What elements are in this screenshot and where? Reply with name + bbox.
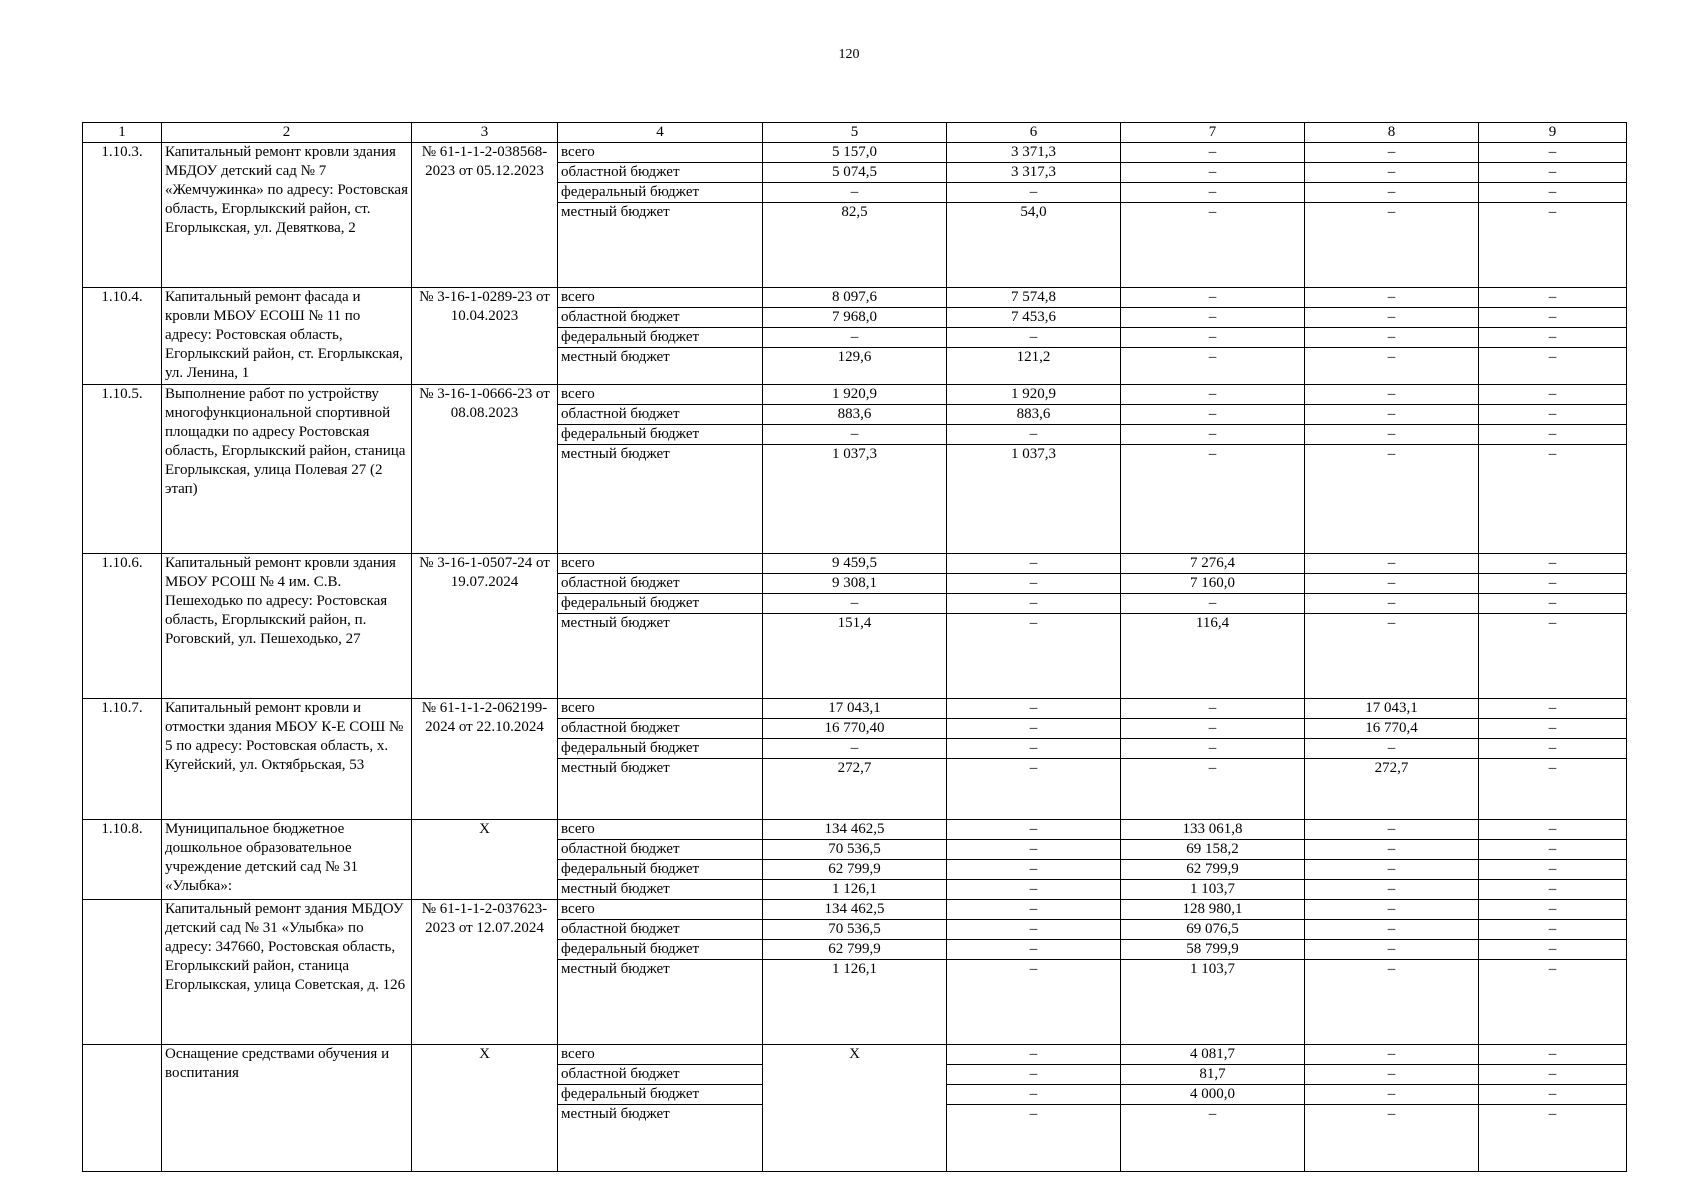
value-cell-col6: – [947, 614, 1121, 699]
header-row [83, 123, 1627, 143]
item-description: Капитальный ремонт кровли здания МБДОУ детский сад № 7 «Жемчужинка» по адресу: Ростовская область, Егорлыкский район, ст. Егорлыкская, ул. Девяткова, 2 [162, 143, 412, 288]
item-description: Капитальный ремонт кровли и отмостки здания МБОУ К-Е СОШ № 5 по адресу: Ростовская область, х. Кугейский, ул. Октябрьская, 53 [162, 699, 412, 820]
item-description: Выполнение работ по устройству многофункциональной спортивной площадки по адресу Ростовская область, Егорлыкский район, станица Егорлыкская, улица Полевая 27 (2 этап) [162, 385, 412, 554]
value-cell-col9: – [1479, 900, 1627, 920]
funding-source: федеральный бюджет [558, 594, 763, 614]
value-cell-col9: – [1479, 860, 1627, 880]
budget-table [82, 122, 1627, 1172]
value-cell-col5: – [763, 594, 947, 614]
funding-source: федеральный бюджет [558, 1085, 763, 1105]
item-id: 1.10.8. [83, 820, 162, 900]
value-cell-col7: – [1121, 163, 1305, 183]
value-cell-col8: – [1305, 385, 1479, 405]
value-cell-col7: 7 276,4 [1121, 554, 1305, 574]
value-cell-col7: 81,7 [1121, 1065, 1305, 1085]
value-cell-col8: – [1305, 203, 1479, 288]
item-id: 1.10.3. [83, 143, 162, 288]
funding-source: федеральный бюджет [558, 183, 763, 203]
item-id: 1.10.5. [83, 385, 162, 554]
value-cell-col7: – [1121, 594, 1305, 614]
funding-source: всего [558, 820, 763, 840]
value-cell-col5: 9 308,1 [763, 574, 947, 594]
item-description: Капитальный ремонт здания МБДОУ детский сад № 31 «Улыбка» по адресу: 347660, Ростовская область, Егорлыкский район, станица Егорлыкская, улица Советская, д. 126 [162, 900, 412, 1045]
col-header-3: 3 [412, 123, 558, 143]
value-cell-col6: – [947, 860, 1121, 880]
value-cell-col6: 883,6 [947, 405, 1121, 425]
value-cell-col8: 16 770,4 [1305, 719, 1479, 739]
value-cell-col9: – [1479, 699, 1627, 719]
value-cell-col6: 3 317,3 [947, 163, 1121, 183]
funding-source: областной бюджет [558, 920, 763, 940]
value-cell-col9: – [1479, 739, 1627, 759]
value-cell-col8: – [1305, 739, 1479, 759]
value-cell-col6: – [947, 1105, 1121, 1172]
value-cell-col8: – [1305, 1085, 1479, 1105]
funding-source: федеральный бюджет [558, 739, 763, 759]
table-row [83, 143, 1627, 163]
col-header-9: 9 [1479, 123, 1627, 143]
value-cell-col5: 883,6 [763, 405, 947, 425]
value-cell-col8: – [1305, 960, 1479, 1045]
value-cell-col7: – [1121, 308, 1305, 328]
value-cell-col9: – [1479, 348, 1627, 385]
table-row [83, 554, 1627, 574]
value-cell-col5: 17 043,1 [763, 699, 947, 719]
item-description: Капитальный ремонт кровли здания МБОУ РСОШ № 4 им. С.В. Пешеходько по адресу: Ростовская область, Егорлыкский район, п. Роговский, ул. Пешеходько, 27 [162, 554, 412, 699]
value-cell-col6: – [947, 840, 1121, 860]
funding-source: федеральный бюджет [558, 425, 763, 445]
value-cell-col7: 58 799,9 [1121, 940, 1305, 960]
value-cell-col6: – [947, 739, 1121, 759]
value-cell-col9: – [1479, 554, 1627, 574]
col-header-8: 8 [1305, 123, 1479, 143]
funding-source: областной бюджет [558, 719, 763, 739]
value-cell-col8: – [1305, 594, 1479, 614]
value-cell-col8: – [1305, 820, 1479, 840]
value-cell-col8: 17 043,1 [1305, 699, 1479, 719]
value-cell-col9: – [1479, 1065, 1627, 1085]
value-cell-col6: – [947, 820, 1121, 840]
value-cell-col9: – [1479, 840, 1627, 860]
col-header-7: 7 [1121, 123, 1305, 143]
value-cell-col9: – [1479, 405, 1627, 425]
value-cell-col5: – [763, 739, 947, 759]
value-cell-col5: 70 536,5 [763, 920, 947, 940]
value-cell-col7: 1 103,7 [1121, 960, 1305, 1045]
funding-source: федеральный бюджет [558, 860, 763, 880]
item-id [83, 900, 162, 1045]
value-cell-col9: – [1479, 1045, 1627, 1065]
item-description: Оснащение средствами обучения и воспитания [162, 1045, 412, 1172]
item-reference: № 61-1-1-2-038568-2023 от 05.12.2023 [412, 143, 558, 288]
funding-source: всего [558, 288, 763, 308]
value-cell-col8: – [1305, 328, 1479, 348]
funding-source: местный бюджет [558, 445, 763, 554]
value-cell-col5: X [763, 1045, 947, 1172]
funding-source: областной бюджет [558, 405, 763, 425]
value-cell-col7: – [1121, 385, 1305, 405]
value-cell-col8: – [1305, 445, 1479, 554]
value-cell-col7: – [1121, 405, 1305, 425]
funding-source: местный бюджет [558, 203, 763, 288]
value-cell-col9: – [1479, 1085, 1627, 1105]
value-cell-col7: – [1121, 288, 1305, 308]
value-cell-col6: – [947, 574, 1121, 594]
table-row [83, 820, 1627, 840]
value-cell-col5: 9 459,5 [763, 554, 947, 574]
value-cell-col7: 4 000,0 [1121, 1085, 1305, 1105]
value-cell-col6: 1 037,3 [947, 445, 1121, 554]
value-cell-col5: – [763, 183, 947, 203]
funding-source: всего [558, 554, 763, 574]
value-cell-col5: 129,6 [763, 348, 947, 385]
value-cell-col7: – [1121, 1105, 1305, 1172]
value-cell-col8: – [1305, 288, 1479, 308]
value-cell-col7: – [1121, 183, 1305, 203]
value-cell-col8: – [1305, 1045, 1479, 1065]
funding-source: всего [558, 900, 763, 920]
page-number: 120 [838, 47, 860, 62]
funding-source: областной бюджет [558, 1065, 763, 1085]
value-cell-col7: – [1121, 719, 1305, 739]
value-cell-col9: – [1479, 820, 1627, 840]
value-cell-col6: 3 371,3 [947, 143, 1121, 163]
value-cell-col6: – [947, 699, 1121, 719]
value-cell-col5: 5 157,0 [763, 143, 947, 163]
item-description: Муниципальное бюджетное дошкольное образовательное учреждение детский сад № 31 «Улыбка»: [162, 820, 412, 900]
funding-source: местный бюджет [558, 1105, 763, 1172]
table-row [83, 288, 1627, 308]
value-cell-col6: 1 920,9 [947, 385, 1121, 405]
table-row [83, 699, 1627, 719]
value-cell-col7: 128 980,1 [1121, 900, 1305, 920]
value-cell-col8: – [1305, 1065, 1479, 1085]
value-cell-col5: 151,4 [763, 614, 947, 699]
value-cell-col8: – [1305, 348, 1479, 385]
value-cell-col6: – [947, 880, 1121, 900]
value-cell-col8: – [1305, 163, 1479, 183]
value-cell-col9: – [1479, 385, 1627, 405]
funding-source: областной бюджет [558, 308, 763, 328]
value-cell-col6: – [947, 183, 1121, 203]
value-cell-col7: 69 158,2 [1121, 840, 1305, 860]
value-cell-col7: 1 103,7 [1121, 880, 1305, 900]
value-cell-col9: – [1479, 880, 1627, 900]
value-cell-col7: – [1121, 425, 1305, 445]
item-reference: № 61-1-1-2-037623-2023 от 12.07.2024 [412, 900, 558, 1045]
value-cell-col9: – [1479, 183, 1627, 203]
value-cell-col6: – [947, 920, 1121, 940]
item-id: 1.10.6. [83, 554, 162, 699]
item-reference: № 3-16-1-0289-23 от 10.04.2023 [412, 288, 558, 385]
value-cell-col8: – [1305, 940, 1479, 960]
value-cell-col9: – [1479, 1105, 1627, 1172]
value-cell-col7: 116,4 [1121, 614, 1305, 699]
value-cell-col8: – [1305, 880, 1479, 900]
value-cell-col6: – [947, 719, 1121, 739]
value-cell-col6: – [947, 425, 1121, 445]
table-row [83, 1045, 1627, 1065]
funding-source: областной бюджет [558, 840, 763, 860]
value-cell-col5: 8 097,6 [763, 288, 947, 308]
value-cell-col7: – [1121, 739, 1305, 759]
funding-source: всего [558, 1045, 763, 1065]
value-cell-col9: – [1479, 203, 1627, 288]
value-cell-col9: – [1479, 574, 1627, 594]
col-header-6: 6 [947, 123, 1121, 143]
value-cell-col6: – [947, 328, 1121, 348]
value-cell-col7: 133 061,8 [1121, 820, 1305, 840]
value-cell-col5: 272,7 [763, 759, 947, 820]
funding-source: областной бюджет [558, 163, 763, 183]
value-cell-col5: – [763, 328, 947, 348]
item-description: Капитальный ремонт фасада и кровли МБОУ ЕСОШ № 11 по адресу: Ростовская область, Егорлыкский район, ст. Егорлыкская, ул. Ленина, 1 [162, 288, 412, 385]
value-cell-col9: – [1479, 594, 1627, 614]
item-id: 1.10.4. [83, 288, 162, 385]
value-cell-col7: 62 799,9 [1121, 860, 1305, 880]
value-cell-col5: 62 799,9 [763, 860, 947, 880]
value-cell-col8: – [1305, 900, 1479, 920]
value-cell-col5: – [763, 425, 947, 445]
table-row [83, 900, 1627, 920]
funding-source: всего [558, 699, 763, 719]
col-header-5: 5 [763, 123, 947, 143]
value-cell-col9: – [1479, 940, 1627, 960]
funding-source: всего [558, 143, 763, 163]
value-cell-col6: 121,2 [947, 348, 1121, 385]
value-cell-col6: – [947, 1065, 1121, 1085]
value-cell-col6: 7 453,6 [947, 308, 1121, 328]
value-cell-col9: – [1479, 960, 1627, 1045]
value-cell-col9: – [1479, 143, 1627, 163]
item-reference: № 3-16-1-0507-24 от 19.07.2024 [412, 554, 558, 699]
value-cell-col6: – [947, 554, 1121, 574]
value-cell-col9: – [1479, 425, 1627, 445]
value-cell-col5: 1 126,1 [763, 880, 947, 900]
value-cell-col6: 54,0 [947, 203, 1121, 288]
value-cell-col9: – [1479, 719, 1627, 739]
value-cell-col5: 134 462,5 [763, 820, 947, 840]
value-cell-col8: – [1305, 614, 1479, 699]
value-cell-col9: – [1479, 163, 1627, 183]
value-cell-col7: – [1121, 699, 1305, 719]
value-cell-col8: – [1305, 860, 1479, 880]
value-cell-col7: 4 081,7 [1121, 1045, 1305, 1065]
value-cell-col7: 69 076,5 [1121, 920, 1305, 940]
value-cell-col7: – [1121, 445, 1305, 554]
value-cell-col9: – [1479, 308, 1627, 328]
value-cell-col5: 1 920,9 [763, 385, 947, 405]
funding-source: областной бюджет [558, 574, 763, 594]
value-cell-col6: – [947, 1085, 1121, 1105]
value-cell-col8: 272,7 [1305, 759, 1479, 820]
value-cell-col7: – [1121, 143, 1305, 163]
value-cell-col9: – [1479, 328, 1627, 348]
value-cell-col6: – [947, 900, 1121, 920]
funding-source: местный бюджет [558, 614, 763, 699]
value-cell-col5: 70 536,5 [763, 840, 947, 860]
value-cell-col6: – [947, 594, 1121, 614]
value-cell-col5: 1 126,1 [763, 960, 947, 1045]
value-cell-col5: 16 770,40 [763, 719, 947, 739]
value-cell-col8: – [1305, 840, 1479, 860]
value-cell-col9: – [1479, 445, 1627, 554]
value-cell-col5: 134 462,5 [763, 900, 947, 920]
value-cell-col8: – [1305, 405, 1479, 425]
table-body [83, 143, 1627, 1172]
value-cell-col6: – [947, 1045, 1121, 1065]
value-cell-col7: – [1121, 328, 1305, 348]
funding-source: федеральный бюджет [558, 940, 763, 960]
value-cell-col9: – [1479, 759, 1627, 820]
value-cell-col8: – [1305, 1105, 1479, 1172]
item-reference: X [412, 820, 558, 900]
col-header-2: 2 [162, 123, 412, 143]
funding-source: местный бюджет [558, 348, 763, 385]
value-cell-col6: – [947, 759, 1121, 820]
funding-source: местный бюджет [558, 759, 763, 820]
item-id [83, 1045, 162, 1172]
value-cell-col5: 1 037,3 [763, 445, 947, 554]
value-cell-col6: – [947, 940, 1121, 960]
funding-source: местный бюджет [558, 960, 763, 1045]
value-cell-col8: – [1305, 183, 1479, 203]
value-cell-col7: – [1121, 759, 1305, 820]
value-cell-col6: – [947, 960, 1121, 1045]
value-cell-col7: – [1121, 348, 1305, 385]
funding-source: местный бюджет [558, 880, 763, 900]
item-reference: X [412, 1045, 558, 1172]
value-cell-col8: – [1305, 554, 1479, 574]
value-cell-col8: – [1305, 308, 1479, 328]
table-row [83, 385, 1627, 405]
value-cell-col8: – [1305, 574, 1479, 594]
item-reference: № 61-1-1-2-062199-2024 от 22.10.2024 [412, 699, 558, 820]
value-cell-col8: – [1305, 425, 1479, 445]
col-header-1: 1 [83, 123, 162, 143]
value-cell-col8: – [1305, 143, 1479, 163]
value-cell-col5: 62 799,9 [763, 940, 947, 960]
funding-source: всего [558, 385, 763, 405]
value-cell-col7: – [1121, 203, 1305, 288]
value-cell-col6: 7 574,8 [947, 288, 1121, 308]
value-cell-col9: – [1479, 614, 1627, 699]
value-cell-col5: 7 968,0 [763, 308, 947, 328]
value-cell-col8: – [1305, 920, 1479, 940]
item-reference: № 3-16-1-0666-23 от 08.08.2023 [412, 385, 558, 554]
item-id: 1.10.7. [83, 699, 162, 820]
funding-source: федеральный бюджет [558, 328, 763, 348]
value-cell-col9: – [1479, 288, 1627, 308]
col-header-4: 4 [558, 123, 763, 143]
value-cell-col9: – [1479, 920, 1627, 940]
value-cell-col5: 5 074,5 [763, 163, 947, 183]
value-cell-col5: 82,5 [763, 203, 947, 288]
value-cell-col7: 7 160,0 [1121, 574, 1305, 594]
